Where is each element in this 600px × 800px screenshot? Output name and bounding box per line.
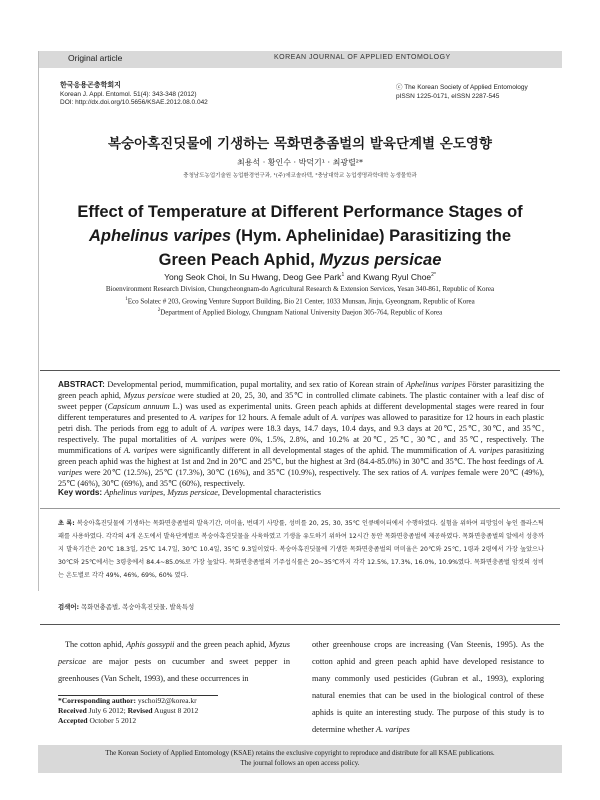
citation: Korean J. Appl. Entomol. 51(4): 343-348 (2012) (60, 90, 197, 98)
footer-notice (38, 745, 562, 773)
abstract: ABSTRACT: Developmental period, mummification, pupal mortality, and sex ratio of Korean strain of Aphelinus varipes Förster parasitizing the green peach aphid, Myzus persicae were studied at 20, 25, 30, and 35℃ in controlled climate cabinets. The plastic container with a leaf disc of sweet pepper (Capsicum annuum L.) was used as experimental units. Green peach aphids at different developmental stages were reared in four different temperatures and presented to A. varipes for 12 hours. A female adult of A. varipes was allowed to parasitize for 12 hours in each plastic petri dish. The periods from egg to adult of A. varipes were 18.3 days, 14.7 days, 10.4 days, and 9.3 days at 20℃, 25℃, 30℃, and 35℃, respectively. The pupal mortalities of A. varipes were 0%, 1.5%, 2.8%, and 10.2% at 20℃, 25℃, 30℃, and 35℃, respectively. The mummifications of A. varipes were significantly different in all developmental stages of the aphid. The mummification of A. varipes parasitizing green peach aphid was the highest at 1st and 2nd in 20℃ and 25℃, but the highest at 3rd (84.4-85.0%) in 30℃ and 35℃. The host feedings of A. varipes were 20℃ (12.5%), 25℃ (17.3%), 30℃ (16%), and 35℃ (10.9%), respectively. The sex ratios of A. varipes female were 20℃ (49%), 25℃ (46%), 30℃ (69%), and 35℃ (60%), respectively. (58, 380, 545, 488)
affiliation-2: $^1$Eco Solatec # 203, Growing Venture Support Building, Bio 21 Center, 1033 Munsan, Jinju, Gyeongnam, Republic of Korea (125, 296, 475, 305)
copyright-block (396, 84, 528, 101)
title-line-3: Green Peach Aphid, Myzus persicae (158, 251, 442, 269)
body-column-right: other greenhouse crops are increasing (Van Steenis, 1995). As the cotton aphid and green peach aphid have developed resistance to many commonly used pesticides (Gubran et al., 1993), exploring natural enemies that can be used in the biological control of these aphids is quite an interesting study. The purpose of this study is to determine whether A. varipes (312, 640, 544, 734)
footer-line-2: The journal follows an open access policy. (240, 758, 360, 767)
footer-line-1: The Korean Society of Applied Entomology (KSAE) retains the exclusive copyright to reproduce and distribute for all KSAE publications. (105, 749, 495, 757)
title-line-2: Aphelinus varipes (Hym. Aphelinidae) Parasitizing the (88, 227, 512, 245)
english-title (40, 200, 560, 272)
affiliation-3: $^2$Department of Applied Biology, Chungnam National University Daejon 305-764, Republic of Korea (157, 308, 443, 317)
keywords: Key words: Aphelinus varipes, Myzus persicae, Developmental characteristics (58, 488, 321, 497)
korean-affiliations: 충청남도농업기술원 농업환경연구과, ¹(주)에코솔라텍, ²충남대학교 농업생명과학대학 농생물학과 (183, 173, 417, 179)
divider (40, 370, 560, 371)
korean-abstract: 초 록: 복숭아혹진딧물에 기생하는 목화면충좀벌의 발육기간, 머미율, 번데기 사망률, 성비를 20, 25, 30, 35℃ 인큐베이터에서 수행하였다. 실험을 위하여 피망잎이 놓인 플라스틱패를 사용하였다. 각각의 4개 온도에서 발육단계별로 복숭아혹진딧물을 사육하였고 기생을 유도하기 위하여 12시간 동안 목화면충좀벌에 제공하였다. 목화면충좀벌의 알에서 성충까지 발육기간은 20℃ 18.3일, 25℃ 14.7일, 30℃ 10.4일, 35℃ 9.3일이었다. 복숭아혹진딧물에 기생한 목화면충좀벌의 머미율은 20℃와 25℃, 1령과 2령에서 가장 높았으나 30℃와 25℃에서는 3령충에서 84.4~85.0%로 가장 높았다. 목화면충좀벌의 기주섭식률은 20~35℃까지 각각 12.5%, 17.3%, 16.0%, 10.9%였다. 목화면충좀벌 암컷의 성비는 온도별로 각각 49%, 46%, 69%, 60% 였다. (58, 520, 544, 579)
issn: pISSN 1225-0171, eISSN 2287-545 (396, 92, 500, 100)
author-email[interactable]: yschoi92@korea.kr (136, 696, 197, 705)
journal-banner (38, 51, 562, 68)
correspondence: *Corresponding author: yschoi92@korea.kr Received July 6 2012; Revised August 8 2012 Accepted October 5 2012 (58, 696, 199, 725)
doi-link[interactable]: DOI: http://dx.doi.org/10.5656/KSAE.2012.08.0.042 (60, 99, 208, 106)
title-line-1: Effect of Temperature at Different Performance Stages of (77, 203, 523, 221)
journal-korean-name: 한국응용곤충학회지 (60, 82, 121, 89)
body-column-left: The cotton aphid, Aphis gossypii and the green peach aphid, Myzus persicae are major pests on cucumber and sweet pepper in greenhouses (Van Schelt, 1993), and these occurrences in (58, 640, 291, 683)
korean-title: 복숭아혹진딧물에 기생하는 목화면충좀벌의 발육단계별 온도영향 (108, 136, 492, 152)
divider (40, 508, 560, 509)
journal-name: KOREAN JOURNAL OF APPLIED ENTOMOLOGY (274, 54, 451, 61)
affiliation-1: Bioenvironment Research Division, Chungcheongnam-do Agricultural Research & Extension Services, Yesan 340-861, Republic of Korea (105, 285, 495, 293)
english-affiliations (40, 285, 560, 318)
korean-keywords: 검색어: 목화면충좀벌, 복숭아혹진딧물, 발육특성 (58, 603, 195, 611)
copyright: ⓒ The Korean Society of Applied Entomology (396, 84, 528, 91)
divider (40, 624, 560, 625)
citation-block (60, 82, 208, 108)
english-authors: Yong Seok Choi, In Su Hwang, Deog Gee Park$^1$ and Kwang Ryul Choe$^{2*}$ (164, 272, 436, 282)
article-type: Original article (68, 53, 123, 63)
side-rule (38, 51, 39, 591)
korean-authors: 최용석 · 황인수 · 박덕기¹ · 최광렬²* (236, 158, 364, 167)
